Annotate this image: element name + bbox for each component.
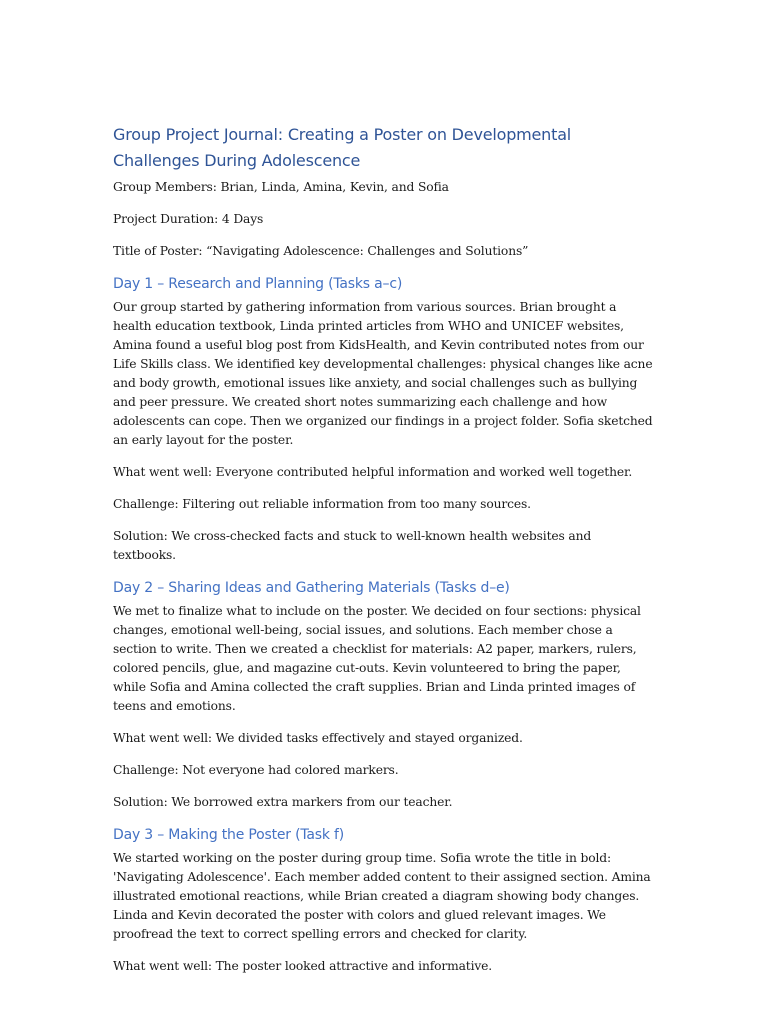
section-heading: Day 1 – Research and Planning (Tasks a–c) [113, 276, 403, 292]
went-well-note: What went well: The poster looked attractive and informative. [113, 959, 493, 973]
section-day-2 [113, 578, 653, 812]
project-meta [113, 178, 653, 261]
poster-title: Title of Poster: “Navigating Adolescence: Challenges and Solutions” [113, 244, 529, 258]
went-well-note: What went well: We divided tasks effectively and stayed organized. [113, 731, 523, 745]
challenge-note: Challenge: Not everyone had colored markers. [113, 763, 399, 777]
went-well-note: What went well: Everyone contributed helpful information and worked well together. [113, 465, 633, 479]
section-heading: Day 3 – Making the Poster (Task f) [113, 827, 345, 843]
section-heading: Day 2 – Sharing Ideas and Gathering Materials (Tasks d–e) [113, 580, 510, 596]
document-title: Group Project Journal: Creating a Poster on Developmental Challenges During Adolescence [113, 125, 572, 170]
challenge-note: Challenge: Filtering out reliable information from too many sources. [113, 497, 531, 511]
section-body: We met to finalize what to include on the poster. We decided on four sections: physical changes, emotional well-being, social issues, and solutions. Each member chose a section to write. Then we created a checklist for materials: A2 paper, markers, rulers, colored pencils, glue, and magazine cut-outs. Kevin volunteered to bring the paper, while Sofia and Amina collected the craft supplies. Brian and Linda printed images of teens and emotions. [113, 604, 641, 713]
solution-note: Solution: We borrowed extra markers from our teacher. [113, 795, 453, 809]
section-body: We started working on the poster during group time. Sofia wrote the title in bold: 'Navigating Adolescence'. Each member added content to their assigned section. Amina illustrated emotional reactions, while Brian created a diagram showing body changes. Linda and Kevin decorated the poster with colors and glued relevant images. We proofread the text to correct spelling errors and checked for clarity. [113, 851, 651, 941]
group-members: Group Members: Brian, Linda, Amina, Kevin, and Sofia [113, 180, 449, 194]
solution-note: Solution: We cross-checked facts and stuck to well-known health websites and textbooks. [113, 529, 592, 562]
section-day-3 [113, 825, 653, 976]
project-duration: Project Duration: 4 Days [113, 212, 264, 226]
document-page [113, 122, 653, 989]
section-day-1 [113, 274, 653, 565]
section-body: Our group started by gathering information from various sources. Brian brought a health education textbook, Linda printed articles from WHO and UNICEF websites, Amina found a useful blog post from KidsHealth, and Kevin contributed notes from our Life Skills class. We identified key developmental challenges: physical changes like acne and body growth, emotional issues like anxiety, and social challenges such as bullying and peer pressure. We created short notes summarizing each challenge and how adolescents can cope. Then we organized our findings in a project folder. Sofia sketched an early layout for the poster. [113, 300, 653, 447]
